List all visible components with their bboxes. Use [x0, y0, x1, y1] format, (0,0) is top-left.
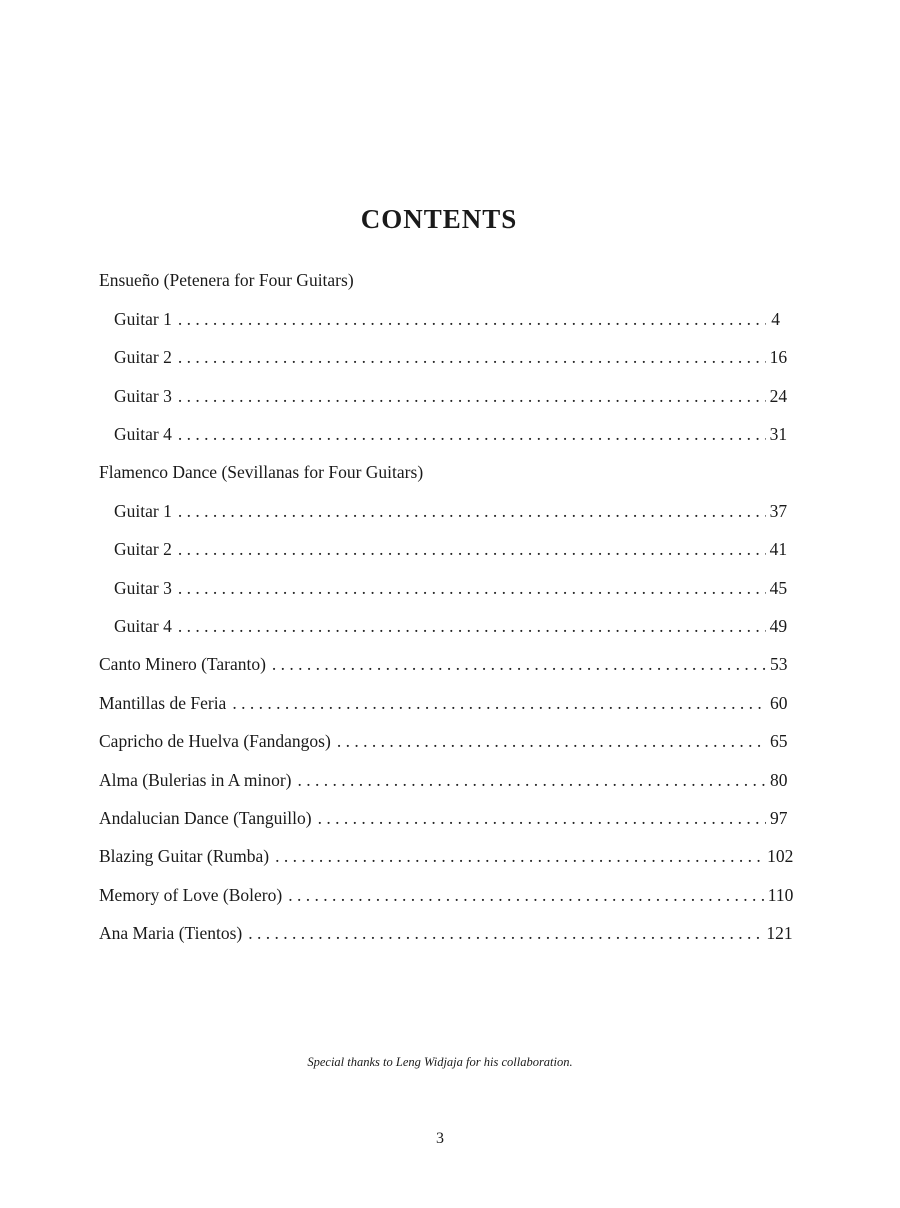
- toc-entry-title: Guitar 3: [114, 577, 172, 598]
- toc-entry-page: 97: [770, 807, 788, 828]
- toc-entry-page: 110: [767, 884, 794, 905]
- section-heading-title: Flamenco Dance (Sevillanas for Four Guitars): [99, 462, 424, 483]
- toc-entry[interactable]: [99, 838, 794, 876]
- toc-entry-page: 31: [769, 424, 788, 444]
- toc-entry[interactable]: [99, 799, 788, 837]
- dot-leader: [318, 810, 766, 828]
- toc-entry-title: Canto Minero (Taranto): [99, 654, 266, 675]
- toc-entry-title: Blazing Guitar (Rumba): [99, 846, 270, 867]
- dot-leader: [275, 848, 763, 866]
- table-of-contents: [99, 262, 794, 953]
- toc-entry-title: Ana Maria (Tientos): [99, 923, 243, 944]
- toc-entry[interactable]: [99, 915, 793, 953]
- dot-leader: [178, 311, 766, 329]
- toc-entry[interactable]: [99, 761, 788, 799]
- toc-entry[interactable]: [99, 569, 788, 607]
- toc-entry[interactable]: [99, 608, 788, 646]
- toc-entry-title: Guitar 1: [114, 500, 172, 521]
- acknowledgement-note: Special thanks to Leng Widjaja for his collaboration.: [307, 1055, 573, 1069]
- toc-entry-title: Guitar 3: [114, 385, 172, 406]
- dot-leader: [178, 541, 766, 559]
- toc-entry-page: 16: [769, 347, 788, 368]
- toc-entry-title: Guitar 2: [114, 347, 172, 368]
- toc-entry-page: 49: [769, 615, 788, 636]
- page-number: 3: [436, 1130, 444, 1147]
- dot-leader: [272, 656, 766, 674]
- dot-leader: [288, 887, 764, 905]
- toc-entry-title: Alma (Bulerias in A minor): [99, 769, 292, 790]
- toc-entry-page: 41: [769, 539, 788, 560]
- toc-entry[interactable]: [99, 684, 788, 722]
- toc-entry-title: Andalucian Dance (Tanguillo): [99, 807, 312, 828]
- toc-entry-title: Guitar 2: [114, 539, 172, 560]
- toc-entry-title: Guitar 1: [114, 308, 172, 329]
- toc-entry-page: 4: [771, 308, 780, 329]
- dot-leader: [232, 695, 766, 713]
- dot-leader: [297, 772, 766, 790]
- section-heading-title: Ensueño (Petenera for Four Guitars): [99, 270, 354, 291]
- dot-leader: [337, 733, 766, 751]
- toc-entry[interactable]: [99, 416, 788, 454]
- toc-entry-page: 65: [770, 731, 788, 752]
- toc-entry[interactable]: [99, 300, 780, 338]
- toc-entry-title: Capricho de Huelva (Fandangos): [99, 731, 331, 752]
- toc-entry[interactable]: [99, 377, 788, 415]
- toc-entry-page: 53: [770, 654, 788, 675]
- toc-entry[interactable]: [99, 876, 794, 914]
- toc-entry-title: Memory of Love (Bolero): [99, 884, 283, 905]
- dot-leader: [178, 580, 766, 598]
- toc-section-heading: [99, 454, 780, 492]
- toc-entry[interactable]: [99, 339, 788, 377]
- toc-entry-title: Guitar 4: [114, 615, 172, 636]
- toc-entry[interactable]: [99, 492, 788, 530]
- toc-entry[interactable]: [99, 646, 788, 684]
- toc-entry-page: 37: [769, 500, 788, 521]
- dot-leader: [178, 388, 766, 406]
- toc-section-heading: [99, 262, 780, 300]
- dot-leader: [248, 925, 762, 943]
- toc-entry-page: 45: [769, 577, 788, 598]
- toc-entry-page: 102: [767, 846, 794, 867]
- toc-entry[interactable]: [99, 723, 788, 761]
- toc-entry-page: 80: [770, 769, 788, 790]
- dot-leader: [178, 349, 766, 367]
- toc-entry[interactable]: [99, 531, 788, 569]
- toc-entry-page: 121: [766, 923, 793, 944]
- toc-entry-title: Mantillas de Feria: [99, 692, 227, 713]
- toc-entry-page: 24: [769, 385, 788, 406]
- toc-entry-page: 60: [770, 692, 788, 713]
- dot-leader: [178, 503, 766, 521]
- toc-entry-title: Guitar 4: [114, 424, 172, 444]
- dot-leader: [178, 618, 766, 636]
- page-title: CONTENTS: [360, 204, 518, 234]
- dot-leader: [178, 426, 766, 444]
